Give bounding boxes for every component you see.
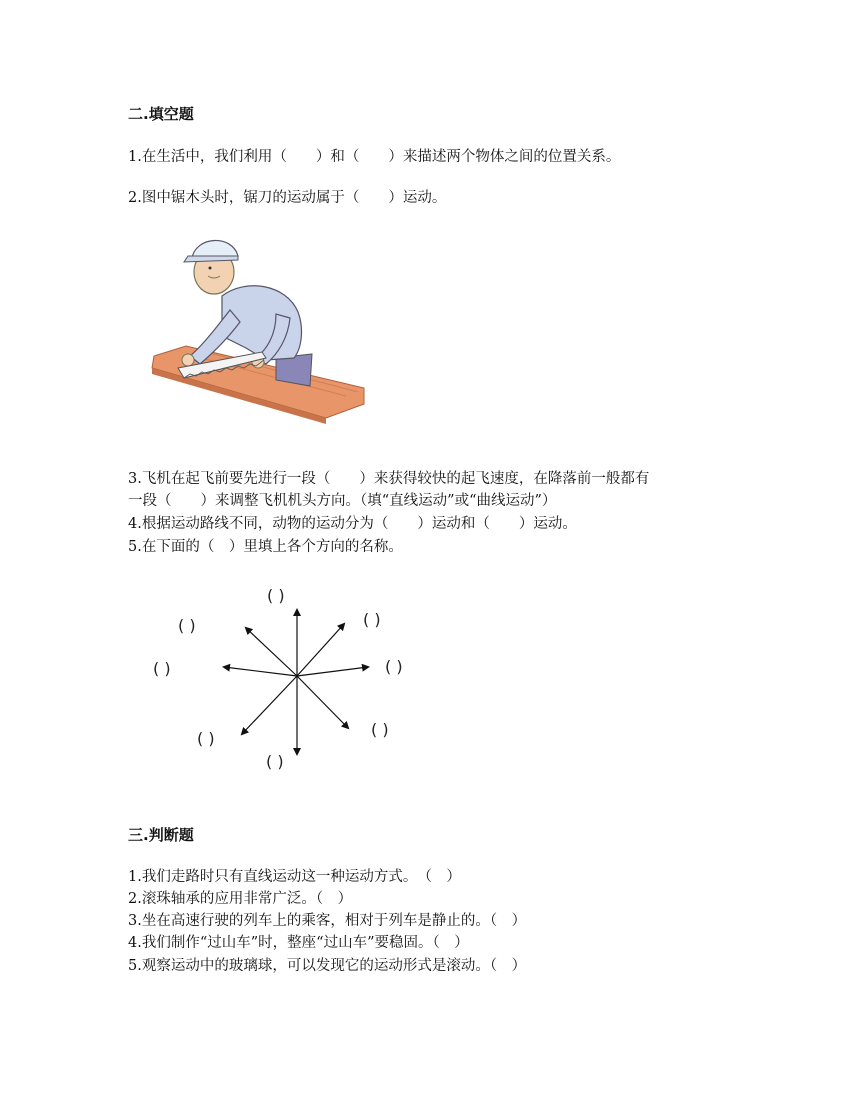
arrow-southwest bbox=[242, 676, 297, 734]
judge-question-1: 1.我们走路时只有直线运动这一种运动方式。 （ ） bbox=[128, 869, 461, 885]
fill-question-5: 5.在下面的（ ）里填上各个方向的名称。 bbox=[128, 539, 403, 555]
compass-direction-diagram bbox=[140, 578, 470, 778]
judge-question-5: 5.观察运动中的玻璃球，可以发现它的运动形式是滚动。（ ） bbox=[128, 958, 527, 974]
sawing-wood-illustration bbox=[126, 228, 370, 438]
arrow-east bbox=[297, 667, 368, 676]
arrow-northeast bbox=[297, 624, 344, 676]
arrow-northwest bbox=[246, 628, 297, 676]
judge-question-3: 3.坐在高速行驶的列车上的乘客，相对于列车是静止的。（ ） bbox=[128, 913, 527, 929]
blank-east: ( ) bbox=[385, 657, 403, 676]
blank-northeast: ( ) bbox=[363, 610, 381, 629]
section-3-title: 三.判断题 bbox=[128, 826, 194, 844]
arrow-west bbox=[224, 667, 297, 676]
section-2-title: 二.填空题 bbox=[128, 105, 194, 123]
fill-question-1: 1.在生活中，我们利用（ ）和（ ）来描述两个物体之间的位置关系。 bbox=[128, 149, 621, 165]
judge-question-2: 2.滚珠轴承的应用非常广泛。（ ） bbox=[128, 891, 353, 907]
judge-question-4: 4.我们制作“过山车”时，整座“过山车”要稳固。（ ） bbox=[128, 935, 469, 951]
fill-question-2: 2.图中锯木头时，锯刀的运动属于（ ）运动。 bbox=[128, 190, 447, 206]
blank-northwest: ( ) bbox=[178, 616, 196, 635]
blank-north: ( ) bbox=[267, 586, 285, 605]
blank-south: ( ) bbox=[266, 752, 284, 771]
blank-west: ( ) bbox=[153, 659, 171, 678]
fill-question-4: 4.根据运动路线不同，动物的运动分为（ ）运动和（ ）运动。 bbox=[128, 516, 577, 532]
arrow-southeast bbox=[297, 676, 348, 728]
blank-southeast: ( ) bbox=[371, 720, 389, 739]
fill-question-3-line-2: 一段（ ）来调整飞机机头方向。（填“直线运动”或“曲线运动”） bbox=[128, 493, 557, 509]
blank-southwest: ( ) bbox=[197, 729, 215, 748]
fill-question-3-line-1: 3.飞机在起飞前要先进行一段（ ）来获得较快的起飞速度，在降落前一般都有 bbox=[128, 471, 650, 487]
compass-arrows bbox=[224, 610, 368, 754]
